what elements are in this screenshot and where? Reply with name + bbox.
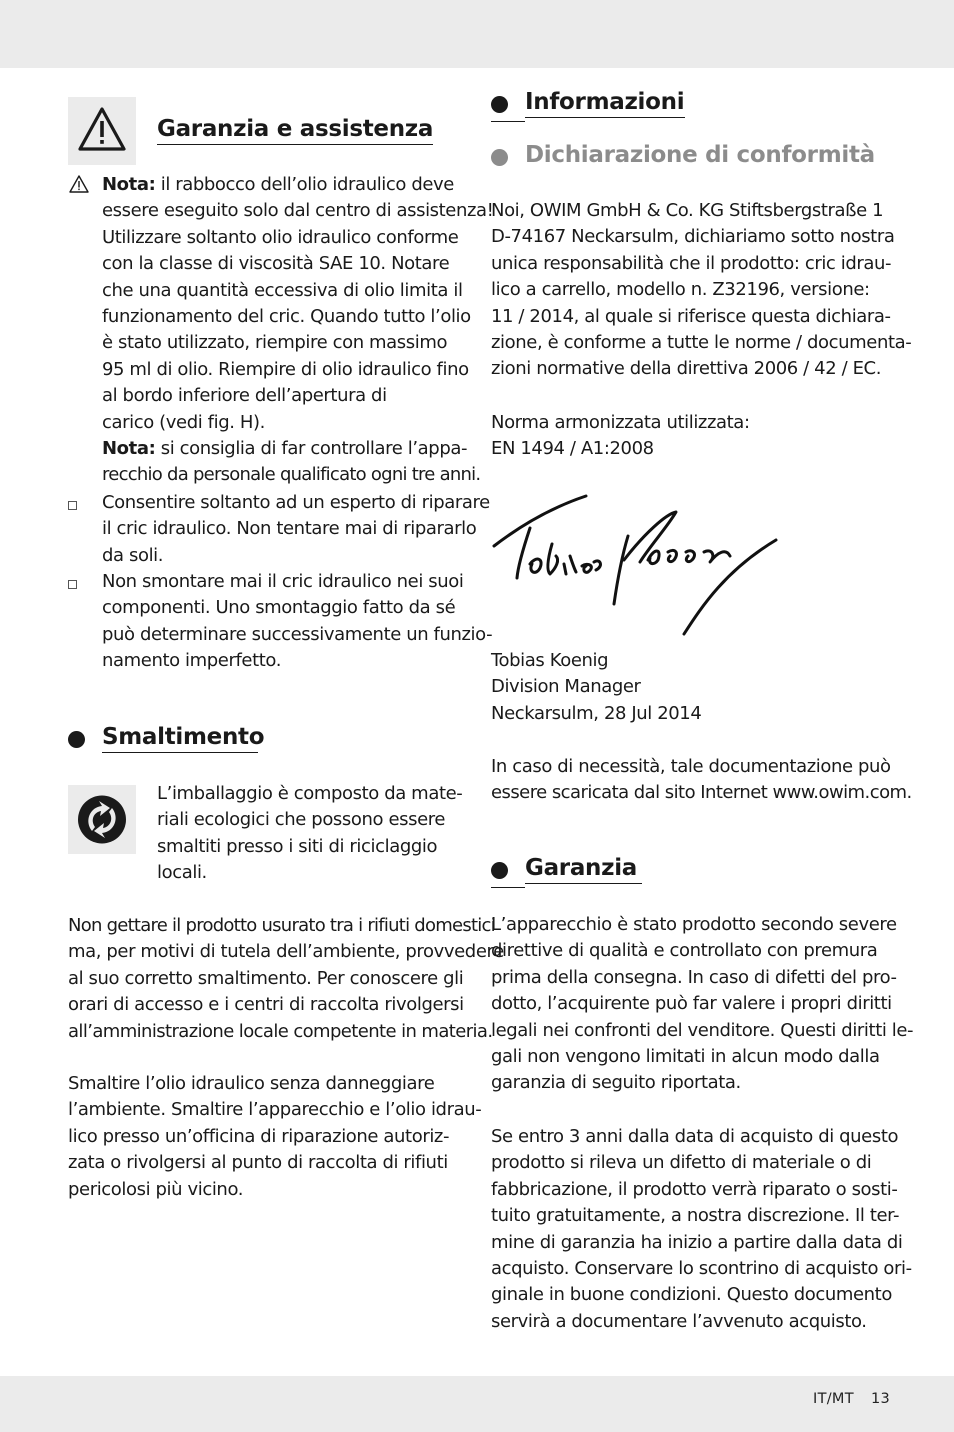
heading-underline xyxy=(491,121,525,122)
signer-info: Tobias Koenig Division Manager Neckarsulm, 28 Jul 2014 xyxy=(491,650,702,724)
note-warning-icon xyxy=(68,173,90,195)
list-item: Consentire soltanto ad un esperto di riparare il cric idraulico. Non tentare mai di ripararlo da soli. xyxy=(102,492,490,566)
green-dot-recycle-icon xyxy=(68,785,136,854)
heading-garanzia-assistenza: Garanzia e assistenza xyxy=(157,116,433,145)
warning-triangle-icon xyxy=(68,97,136,165)
heading-smaltimento: Smaltimento xyxy=(102,724,258,753)
section-bullet xyxy=(491,96,508,113)
footer-language: IT/MT xyxy=(813,1391,854,1407)
section-bullet xyxy=(491,149,508,166)
page-number: 13 xyxy=(871,1391,891,1407)
smaltimento-paragraph-1: Non gettare il prodotto usurato tra i rifiuti domestici ma, per motivi di tutela dell’ambiente, provvedere al suo corretto smaltimento. Per conoscere gli orari di accesso e i centri di raccolta rivolgersi all’amministrazione locale competente in materia. xyxy=(68,915,504,1042)
checkbox-bullet xyxy=(68,501,77,510)
heading-underline xyxy=(491,887,525,888)
heading-informazioni: Informazioni xyxy=(525,89,685,118)
smaltimento-paragraph-2: Smaltire l’olio idraulico senza danneggiare l’ambiente. Smaltire l’apparecchio e l’olio idrau- lico presso un’officina di riparazione autoriz- zata o rivolgersi al punto di raccolta di rifiuti pericolosi più vicino. xyxy=(68,1073,482,1200)
checkbox-bullet xyxy=(68,580,77,589)
footer-band xyxy=(0,1376,954,1432)
norma-text: Norma armonizzata utilizzata: EN 1494 / A1:2008 xyxy=(491,412,750,460)
download-note: In caso di necessità, tale documentazione può essere scaricata dal sito Internet www.owim.com. xyxy=(491,756,912,804)
heading-garanzia: Garanzia xyxy=(525,855,642,884)
list-item: Non smontare mai il cric idraulico nei suoi componenti. Uno smontaggio fatto da sé può determinare successivamente un funzio- namento imperfetto. xyxy=(102,571,493,672)
garanzia-assistenza-note: Nota: il rabbocco dell’olio idraulico deve essere eseguito solo dal centro di assistenza! Utilizzare soltanto olio idraulico conforme con la classe di viscosità SAE 10. Notare che una quantità eccessiva di olio limita il funzionamento del cric. Quando tutto l’olio è stato utilizzato, riempire con massimo 95 ml di olio. Riempire di olio idraulico fino al bordo inferiore dell’apertura di carico (vedi fig. H). Nota: si consiglia di far controllare l’appa- recchio da personale qualificato ogni tre anni. xyxy=(102,174,494,486)
garanzia-paragraph-2: Se entro 3 anni dalla data di acquisto di questo prodotto si rileva un difetto di materiale o di fabbricazione, il prodotto verrà riparato o sosti- tuito gratuitamente, a nostra discrezione. Il ter- mine di garanzia ha inizio a partire dalla data di acquisto. Conservare lo scontrino di acquisto ori- ginale in buone condizioni. Questo documento servirà a documentare l’avvenuto acquisto. xyxy=(491,1126,912,1332)
heading-dichiarazione: Dichiarazione di conformità xyxy=(525,142,875,168)
top-band xyxy=(0,0,954,68)
section-bullet xyxy=(68,731,85,748)
handwritten-signature xyxy=(490,486,790,641)
packaging-text: L’imballaggio è composto da mate- riali ecologici che possono essere smaltiti presso i siti di riciclaggio locali. xyxy=(157,783,463,884)
garanzia-paragraph-1: L’apparecchio è stato prodotto secondo severe direttive di qualità e controllato con premura prima della consegna. In caso di difetti del pro- dotto, l’acquirente può far valere i propri diritti legali nei confronti del venditore. Questi diritti le- gali non vengono limitati in alcun modo dalla garanzia di seguito riportata. xyxy=(491,914,914,1094)
recycle-box xyxy=(68,785,136,854)
declaration-text: Noi, OWIM GmbH & Co. KG Stiftsbergstraße 1 D-74167 Neckarsulm, dichiariamo sotto nostra unica responsabilità che il prodotto: cric idrau- lico a carrello, modello n. Z32196, versione: 11 / 2014, al quale si riferisce questa dichiara- zione, è conforme a tutte le norme / documenta- zioni normative della direttiva 2006 / 42 / EC. xyxy=(491,200,912,380)
section-bullet xyxy=(491,862,508,879)
warning-box xyxy=(68,97,136,165)
